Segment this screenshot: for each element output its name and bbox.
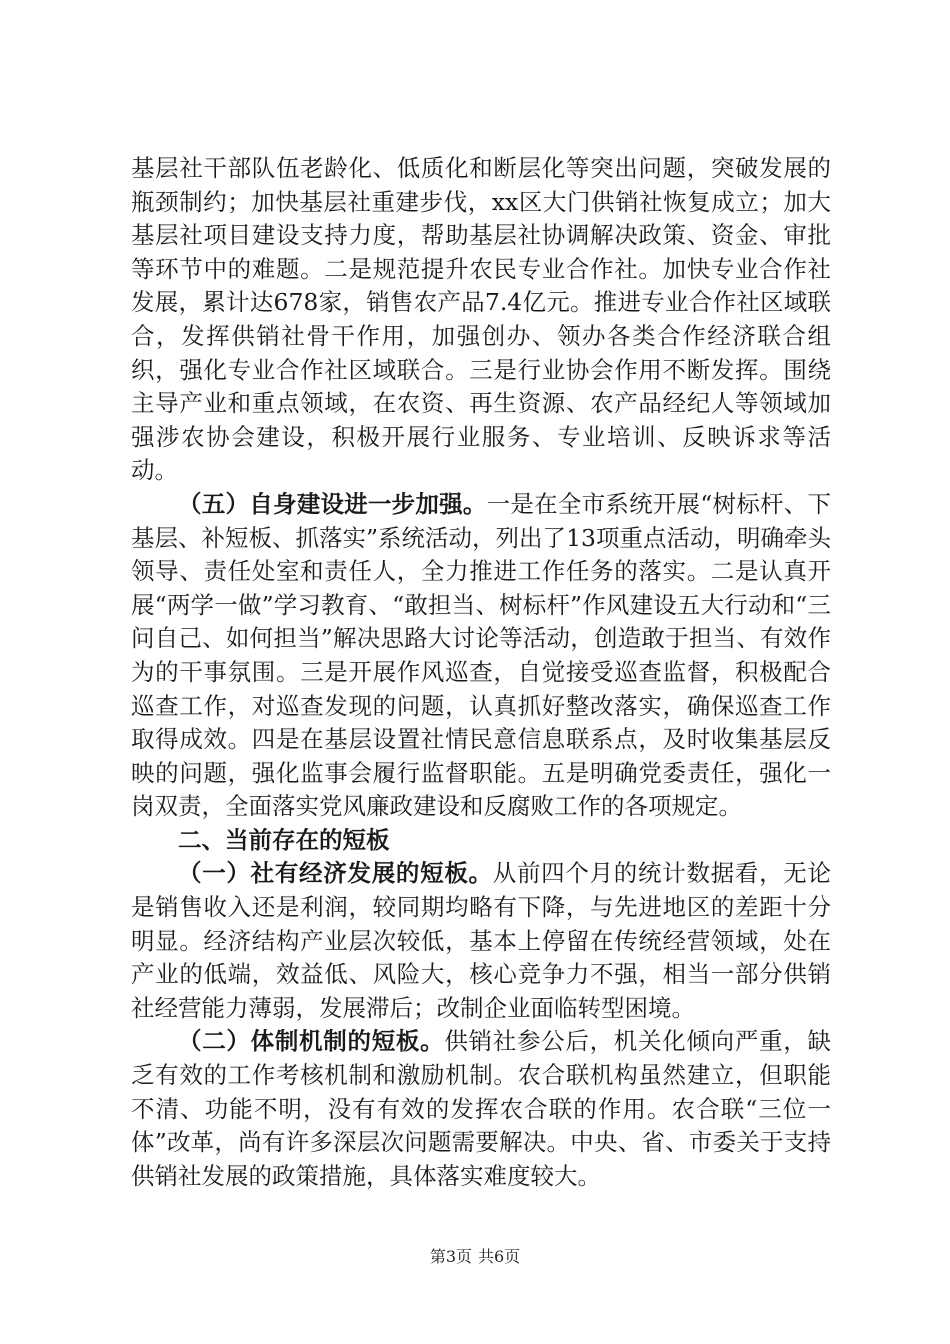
page-total: 共6页	[478, 1247, 521, 1266]
paragraph-lead: （一）社有经济发展的短板。	[178, 859, 493, 888]
paragraph-mechanism-shortboard	[131, 1025, 831, 1193]
paragraph-text: 供销社参公后，机关化倾向严重，缺乏有效的工作考核机制和激励机制。农合联机构虽然建立，但职能不清、功能不明，没有有效的发挥农合联的作用。农合联“三位一体”改革，尚有许多深层次问题需要解决。中央、省、市委关于支持供销社发展的政策措施，具体落实难度较大。	[131, 1027, 832, 1190]
paragraph-continuation	[131, 152, 831, 488]
paragraph-lead: （五）自身建设进一步加强。	[178, 489, 487, 518]
paragraph-economy-shortboard	[131, 857, 831, 1025]
paragraph-text: 基层社干部队伍老龄化、低质化和断层化等突出问题，突破发展的瓶颈制约；加快基层社重建步伐，xx区大门供销社恢复成立；加大基层社项目建设支持力度，帮助基层社协调解决政策、资金、审批等环节中的难题。二是规范提升农民专业合作社。加快专业合作社发展，累计达678家，销售农产品7.4亿元。推进专业合作社区域联合，发挥供销社骨干作用，加强创办、领办各类合作经济联合组织，强化专业合作社区域联合。三是行业协会作用不断发挥。围绕主导产业和重点领域，在农资、再生资源、农产品经纪人等领域加强涉农协会建设，积极开展行业服务、专业培训、反映诉求等活动。	[131, 154, 831, 485]
page-footer	[0, 1247, 950, 1267]
paragraph-self-construction	[131, 488, 831, 824]
section-heading: 二、当前存在的短板	[178, 825, 390, 854]
page-number: 第3页	[429, 1247, 472, 1266]
paragraph-text: 一是在全市系统开展“树标杆、下基层、补短板、抓落实”系统活动，列出了13项重点活动，明确牵头领导、责任处室和责任人，全力推进工作任务的落实。二是认真开展“两学一做”学习教育、“敢担当、树标杆”作风建设五大行动和“三问自己、如何担当”解决思路大讨论等活动，创造敢于担当、有效作为的干事氛围。三是开展作风巡查，自觉接受巡查监督，积极配合巡查工作，对巡查发现的问题，认真抓好整改落实，确保巡查工作取得成效。四是在基层设置社情民意信息联系点，及时收集基层反映的问题，强化监事会履行监督职能。五是明确党委责任，强化一岗双责，全面落实党风廉政建设和反腐败工作的各项规定。	[131, 489, 832, 821]
paragraph-text: 从前四个月的统计数据看，无论是销售收入还是利润，较同期均略有下降，与先进地区的差距十分明显。经济结构产业层次较低，基本上停留在传统经营领域，处在产业的低端，效益低、风险大，核心竞争力不强，相当一部分供销社经营能力薄弱，发展滞后；改制企业面临转型困境。	[131, 859, 831, 1022]
paragraph-lead: （二）体制机制的短板。	[178, 1027, 445, 1056]
document-body	[131, 152, 831, 1193]
